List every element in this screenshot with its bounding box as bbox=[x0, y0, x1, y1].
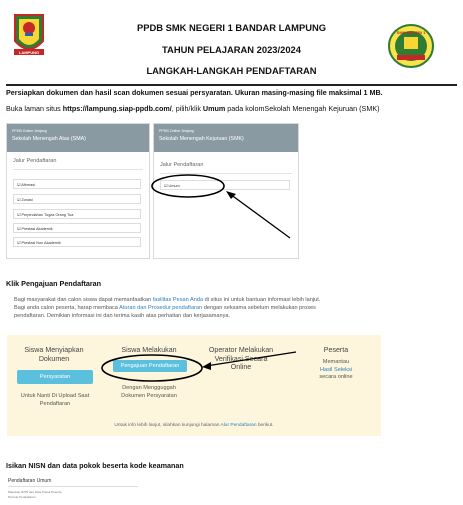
title-line: Online bbox=[230, 363, 252, 371]
panel-title: Sekolah Menengah Atas (SMA) bbox=[12, 136, 86, 142]
sma-panel-header bbox=[7, 124, 149, 152]
link-aturan-prosedur[interactable]: Aturan dan Prosedur pendaftaran bbox=[119, 305, 203, 312]
jalur-item-umum[interactable]: ☑ Umum bbox=[160, 180, 290, 190]
step1-title bbox=[13, 346, 95, 363]
jalur-item-afirmasi[interactable]: ☑ Afirmasi bbox=[13, 179, 141, 189]
svg-text:SMK NEGERI 1: SMK NEGERI 1 bbox=[396, 30, 426, 35]
header-divider bbox=[6, 84, 457, 86]
annotation-circle-pengajuan bbox=[100, 350, 300, 390]
alur-pendaftaran-link[interactable]: Alur Pendaftaran bbox=[220, 423, 257, 428]
jalur-item-prestasi-akademik[interactable]: ☑ Prestasi Akademik bbox=[13, 223, 141, 233]
pendaftaran-umum-thumbnail bbox=[8, 476, 138, 504]
panel-title: Sekolah Menengah Kejuruan (SMK) bbox=[159, 136, 244, 142]
thumb-line: Periode Pendaftaran bbox=[8, 495, 36, 499]
header-line-1: PPDB SMK NEGERI 1 BANDAR LAMPUNG bbox=[136, 22, 327, 33]
text-line: Untuk Nanti Di Upload Saat bbox=[20, 393, 90, 399]
text: Untuk info lebih lanjut, silahkan kunjungi halaman bbox=[114, 423, 221, 428]
divider bbox=[8, 486, 138, 487]
panel-small-label: PPDB Online Jenjang bbox=[159, 129, 194, 133]
intro-text: pada kolomSekolah Menengah Kejuruan (SMK) bbox=[225, 104, 380, 113]
divider bbox=[13, 169, 143, 170]
item-label: Prestasi Akademik bbox=[21, 227, 53, 231]
section2-heading: Klik Pengajuan Pendaftaran bbox=[6, 279, 102, 288]
header-line-3: LANGKAH-LANGKAH PENDAFTARAN bbox=[146, 65, 317, 76]
title-line: Dokumen bbox=[38, 354, 70, 363]
text-line: Pendaftaran bbox=[39, 400, 71, 407]
text: di situs ini untuk bantuan informasi lebih lanjut. bbox=[203, 297, 321, 303]
item-label: Perpindahan Tugas Orang Tua bbox=[21, 213, 74, 217]
intro-paragraph-2 bbox=[6, 104, 380, 113]
step4-text bbox=[297, 359, 375, 382]
intro-umum: Umum bbox=[202, 104, 226, 113]
svg-text:LAMPUNG: LAMPUNG bbox=[18, 50, 40, 55]
jalur-item-zonasi[interactable]: ☑ Zonasi bbox=[13, 194, 141, 204]
pengajuan-pendaftaran-button[interactable]: Pengajuan Pendaftaran bbox=[113, 360, 187, 372]
step2-title: Siswa Melakukan bbox=[121, 346, 177, 354]
item-label: Afirmasi bbox=[21, 183, 35, 187]
intro-text: Buka laman situs bbox=[6, 104, 63, 113]
text-line: Dengan Mengguggah bbox=[122, 385, 176, 391]
panel-subtitle: Jalur Pendaftaran bbox=[160, 162, 204, 168]
jalur-item-perpindahan[interactable]: ☑ Perpindahan Tugas Orang Tua bbox=[13, 209, 141, 219]
jalur-item-prestasi-non-akademik[interactable]: ☑ Prestasi Non Akademik bbox=[13, 237, 141, 247]
text-line: Memantau bbox=[322, 359, 350, 365]
hasil-seleksi-link[interactable]: Hasil Seleksi bbox=[319, 366, 353, 373]
text: berikut. bbox=[256, 423, 274, 428]
title-line: Verifikasi Secara bbox=[214, 354, 268, 363]
section3-heading: Isikan NISN dan data pokok beserta kode keamanan bbox=[6, 461, 184, 470]
title-line: Siswa Menyiapkan bbox=[24, 346, 84, 354]
text: pendaftaran. Demikian informasi ini dan terima kasih atas perhatian dan kerjasamanya. bbox=[14, 313, 231, 320]
text-line: secara online bbox=[319, 374, 353, 380]
item-label: Umum bbox=[168, 184, 180, 188]
panel-small-label: PPDB Online Jenjang bbox=[12, 129, 47, 133]
thumb-title: Pendaftaran Umum bbox=[8, 478, 52, 484]
persyaratan-button[interactable]: Persyaratan bbox=[17, 370, 93, 384]
step4-title: Peserta bbox=[323, 346, 349, 354]
step1-text bbox=[9, 393, 101, 408]
panel-subtitle: Jalur Pendaftaran bbox=[13, 158, 57, 164]
text: Bagi masyarakat dan calon siswa dapat memanfaatkan bbox=[14, 297, 153, 303]
intro-text: , pilih/klik bbox=[171, 104, 203, 113]
title-line: Operator Melakukan bbox=[208, 346, 274, 354]
link-pesan-anda[interactable]: fasilitas Pesan Anda bbox=[152, 297, 204, 303]
intro-url[interactable]: https://lampung.siap-ppdb.com/ bbox=[62, 104, 172, 113]
text: dengan seksama sebelum melakukan proses bbox=[202, 305, 316, 312]
header-line-2: TAHUN PELAJARAN 2023/2024 bbox=[162, 44, 301, 55]
item-label: Prestasi Non Akademik bbox=[21, 241, 61, 245]
section2-paragraph bbox=[14, 296, 384, 321]
intro-paragraph-1: Persiapkan dokumen dan hasil scan dokumen sesuai persyaratan. Ukuran masing-masing file maksimal 1 MB. bbox=[6, 88, 383, 97]
annotation-circle-umum bbox=[150, 172, 310, 244]
text-line: Dokumen Persyaratan bbox=[121, 392, 177, 399]
thumb-line: Masukan NISN dan Data Pokok Peserta bbox=[8, 490, 62, 494]
sma-panel bbox=[6, 123, 150, 259]
steps-note bbox=[7, 423, 381, 428]
text: Bagi anda calon peserta, harap membaca bbox=[14, 305, 120, 312]
item-label: Zonasi bbox=[21, 198, 33, 202]
smk-panel-header bbox=[154, 124, 298, 152]
